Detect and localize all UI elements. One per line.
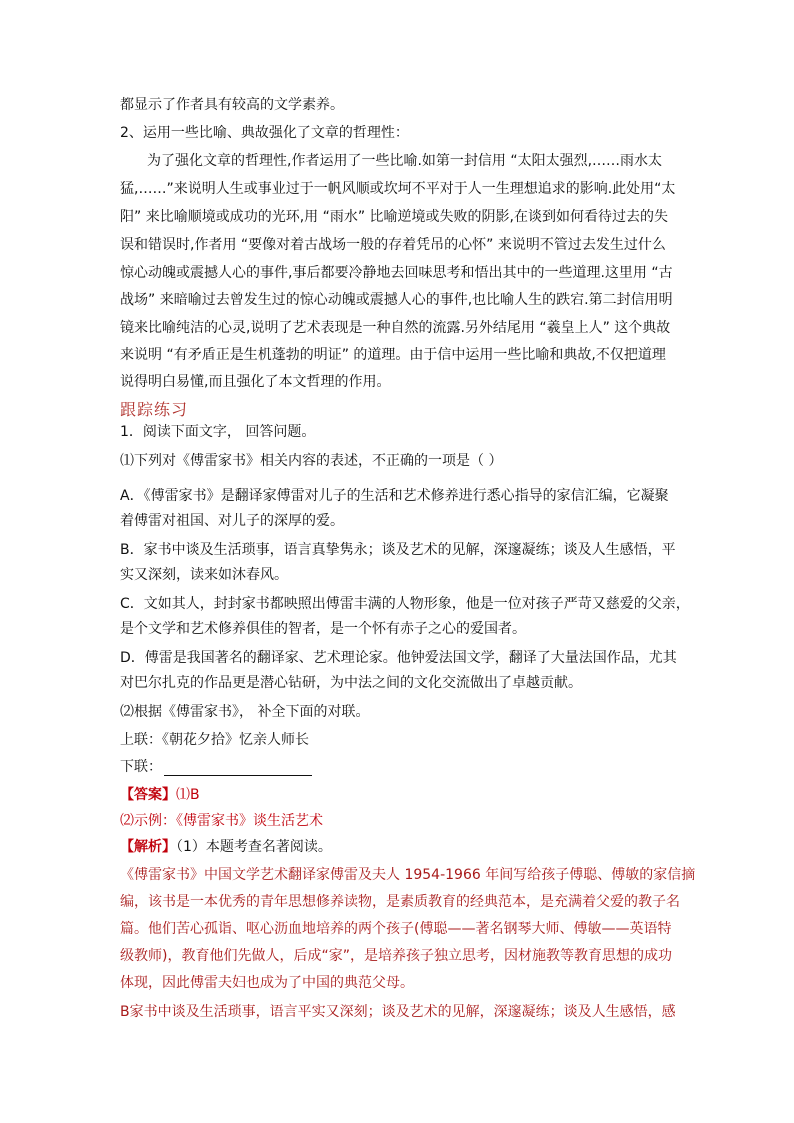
analysis-text-line: B家书中谈及生活琐事，语言平实又深刻；谈及艺术的见解，深邃凝练；谈及人生感悟，感 (120, 1004, 676, 1020)
text-line: 猛,……”来说明人生或事业过于一帆风顺或坎坷不平对于人一生理想追求的影响.此处用“太 (120, 181, 676, 197)
analysis-text-line: 编，该书是一本优秀的青年思想修养读物，是素质教育的经典范本，是充满着父爱的教子名 (120, 894, 680, 910)
practice-heading: 跟踪练习 (120, 400, 189, 419)
analysis-line (120, 838, 680, 856)
text-line: 镜来比喻纯洁的心灵,说明了艺术表现是一种自然的流露.另外结尾用 “羲皇上人” 这个典故 (120, 320, 671, 336)
option-d-line2: 对巴尔扎克的作品更是潜心钻研，为中法之间的文化交流做出了卓越贡献。 (120, 675, 582, 691)
analysis-text-line: 《傅雷家书》中国文学艺术翻译家傅雷及夫人 1954-1966 年间写给孩子傅聪、傅敏的家信摘 (120, 867, 696, 883)
option-d-line1: D．傅雷是我国著名的翻译家、艺术理论家。他钟爱法国文学，翻译了大量法国作品，尤其 (120, 650, 677, 666)
question-2: ⑵根据《傅雷家书》， 补全下面的对联。 (120, 704, 370, 720)
text-line: 阳” 来比喻顺境或成功的光环,用 “雨水” 比喻逆境或失败的阴影,在谈到如何看待过去的失 (120, 209, 669, 225)
option-a-line2: 着傅雷对祖国、对儿子的深厚的爱。 (120, 513, 344, 529)
text-line: 说得明白易懂,而且强化了本文哲理的作用。 (120, 374, 391, 390)
answer-label: 【答案】 (120, 787, 176, 803)
text-line: 为了强化文章的哲理性,作者运用了一些比喻.如第一封信用 “太阳太强烈,……雨水太 (147, 153, 663, 169)
text-line: 来说明 “有矛盾正是生机蓬勃的明证” 的道理。由于信中运用一些比喻和典故,不仅把道理 (120, 347, 666, 363)
text-line: 都显示了作者具有较高的文学素养。 (120, 97, 344, 113)
question-1: ⑴下列对《傅雷家书》相关内容的表述，不正确的一项是（ ） (120, 453, 503, 469)
answer-blank-line (164, 761, 312, 776)
option-c-line2: 是个文学和艺术修养俱佳的智者，是一个怀有赤子之心的爱国者。 (120, 621, 526, 637)
point-heading: 2、运用一些比喻、典故强化了文章的哲理性： (120, 125, 409, 141)
option-b-line1: B．家书中谈及生活琐事，语言真挚隽永；谈及艺术的见解，深邃凝练；谈及人生感悟，平 (120, 542, 676, 558)
analysis-text-line: 篇。他们苦心孤诣、呕心沥血地培养的两个孩子(傅聪——著名钢琴大师、傅敏——英语特 (120, 921, 672, 937)
analysis-intro: （1）本题考查名著阅读。 (176, 839, 332, 855)
couplet-lower (120, 758, 680, 776)
text-line: 惊心动魄或震撼人心的事件,事后都要冷静地去回味思考和悟出其中的一些道理.这里用 “古 (120, 265, 673, 281)
answer-1: ⑴B (176, 787, 200, 803)
question-intro: 1．阅读下面文字， 回答问题。 (120, 424, 316, 440)
answer-2: ⑵示例：《傅雷家书》谈生活艺术 (120, 813, 323, 829)
text-line: 战场” 来暗喻过去曾发生过的惊心动魄或震撼人心的事件,也比喻人生的跌宕.第二封信用明 (120, 292, 673, 308)
answer-line (120, 786, 680, 804)
option-a-line1: A．《傅雷家书》是翻译家傅雷对儿子的生活和艺术修养进行悉心指导的家信汇编，它凝聚 (120, 488, 669, 504)
analysis-label: 【解析】 (120, 839, 176, 855)
couplet-upper: 上联：《朝花夕拾》忆亲人师长 (120, 732, 309, 748)
analysis-text-line: 级教师)，教育他们先做人，后成“家”，是培养孩子独立思考，因材施教等教育思想的成功 (120, 948, 672, 964)
text-line: 误和错误时,作者用 “要像对着古战场一般的存着凭吊的心怀” 来说明不管过去发生过什么 (120, 237, 666, 253)
option-c-line1: C．文如其人，封封家书都映照出傅雷丰满的人物形象，他是一位对孩子严苛又慈爱的父亲， (120, 596, 690, 612)
analysis-text-line: 体现，因此傅雷夫妇也成为了中国的典范父母。 (120, 975, 414, 991)
option-b-line2: 实又深刻，读来如沐春风。 (120, 567, 288, 583)
couplet-lower-label: 下联： (120, 759, 162, 775)
